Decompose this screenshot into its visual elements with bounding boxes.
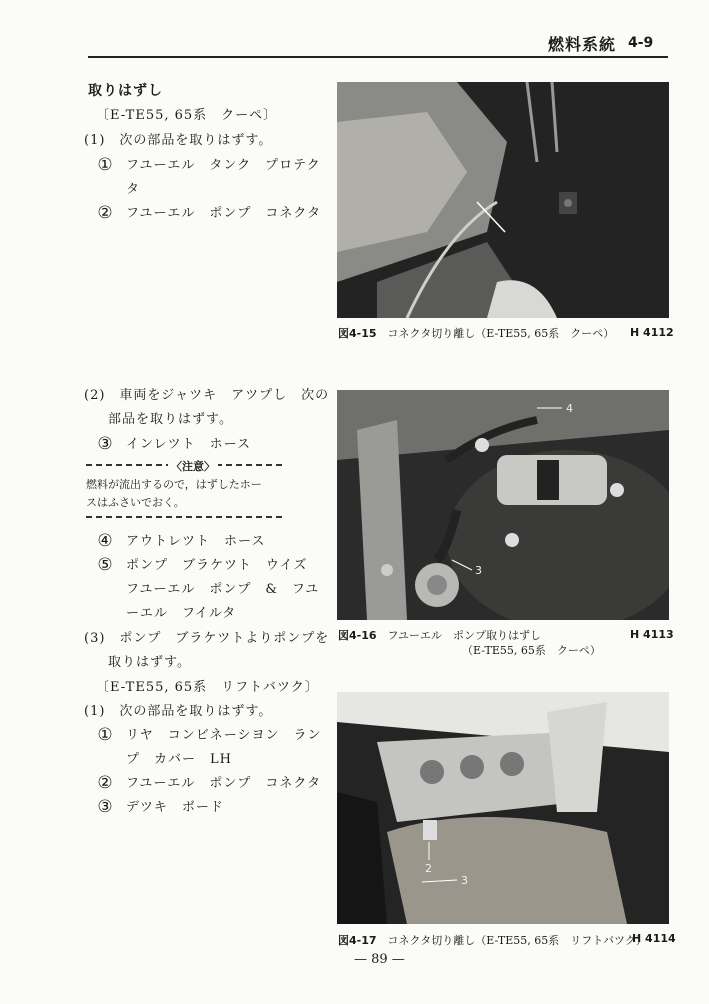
section-heading: 取りはずし xyxy=(88,83,163,99)
figure-4-16-photo xyxy=(337,390,669,620)
callout-4: 4 xyxy=(566,402,573,415)
note-line-2: スはふさいでおく。 xyxy=(86,496,185,509)
item-pump-bracket-cont-2: ーエル フイルタ xyxy=(126,606,237,621)
circled-number: ① xyxy=(97,724,113,745)
figure-4-17-caption: 図4-17 コネクタ切り離し（E-TE55, 65系 リフトバツク） xyxy=(338,934,647,947)
circled-number: ⑤ xyxy=(97,554,113,575)
chapter-title: 燃料系統 xyxy=(548,35,617,54)
item-rear-combination-lamp-cover: ① リヤ コンビネーシヨン ラン xyxy=(97,724,322,745)
item-fuel-pump-connector: ② フユーエル ポンプ コネクタ xyxy=(97,202,322,223)
circled-number: ④ xyxy=(97,530,113,551)
step-2: (2) 車両をジャツキ アツプし 次の xyxy=(84,388,330,403)
item-fuel-pump-connector-2: ② フユーエル ポンプ コネクタ xyxy=(97,772,322,793)
item-pump-bracket: ⑤ ポンプ ブラケツト ウイズ xyxy=(97,554,308,575)
circled-number: ② xyxy=(97,772,113,793)
model-group-liftback: 〔E-TE55, 65系 リフトバツク〕 xyxy=(96,680,319,695)
callout-3-liftback: 3 xyxy=(461,874,468,887)
note-bottom-rule xyxy=(86,516,282,518)
item-fuel-tank-protector-cont: タ xyxy=(126,182,141,197)
item-rear-combination-lamp-cover-cont: プ カバー LH xyxy=(126,752,232,767)
figure-4-15-photo xyxy=(337,82,669,318)
step-1: (1) 次の部品を取りはずす。 xyxy=(84,133,273,148)
callout-3: 3 xyxy=(475,564,482,577)
step-2-cont: 部品を取りはずす。 xyxy=(108,412,233,427)
figure-4-17-code: H 4114 xyxy=(632,932,676,945)
item-deck-board: ③ デツキ ボード xyxy=(97,796,224,817)
figure-4-17-photo xyxy=(337,692,669,924)
header-rule xyxy=(88,56,668,58)
circled-number: ② xyxy=(97,202,113,223)
circled-number: ③ xyxy=(97,796,113,817)
figure-4-16-caption: 図4-16 フユーエル ポンプ取りはずし xyxy=(338,629,541,642)
item-fuel-tank-protector: ① フユーエル タンク プロテク xyxy=(97,154,321,175)
note-label: 〈注意〉 xyxy=(168,458,218,474)
model-group-coupe: 〔E-TE55, 65系 クーペ〕 xyxy=(96,108,278,123)
callout-2: 2 xyxy=(425,862,432,875)
circled-number: ① xyxy=(97,154,113,175)
section-number: 4-9 xyxy=(628,35,654,51)
figure-4-16-code: H 4113 xyxy=(630,628,674,641)
figure-4-16-caption-line-2: （E-TE55, 65系 クーペ） xyxy=(462,644,601,657)
figure-4-15-code: H 4112 xyxy=(630,326,674,339)
page-number: — 89 — xyxy=(354,952,405,967)
note-line-1: 燃料が流出するので，はずしたホー xyxy=(86,478,262,491)
step-1-liftback: (1) 次の部品を取りはずす。 xyxy=(84,704,273,719)
step-3-cont: 取りはずす。 xyxy=(108,655,191,670)
figure-4-15-caption: 図4-15 コネクタ切り離し（E-TE55, 65系 クーペ） xyxy=(338,327,615,340)
circled-number: ③ xyxy=(97,433,113,454)
item-outlet-hose: ④ アウトレツト ホース xyxy=(97,530,266,551)
item-pump-bracket-cont-1: フユーエル ポンプ & フユ xyxy=(126,582,320,597)
item-inlet-hose: ③ インレツト ホース xyxy=(97,433,252,454)
step-3: (3) ポンプ ブラケツトよりポンプを xyxy=(84,631,330,646)
